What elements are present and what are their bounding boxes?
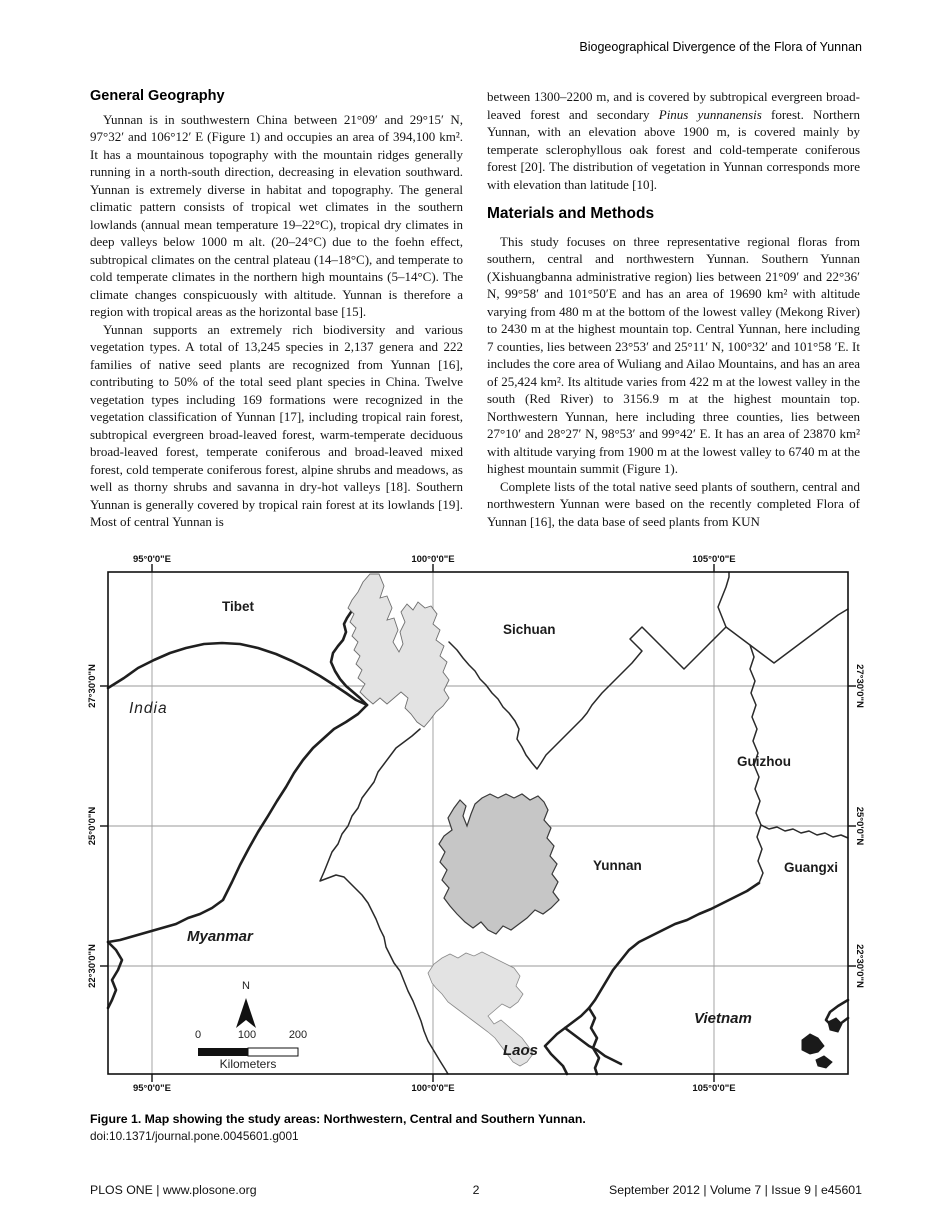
paragraph-methods-2: Complete lists of the total native seed plants of southern, central and northwestern Yunnan were based on the recently completed Flora of Yunnan [16], the data base of seed plants from KUN: [487, 478, 860, 529]
figure-caption: [90, 1112, 862, 1143]
section-heading-general-geography: General Geography: [90, 88, 225, 104]
region-label-guizhou: Guizhou: [737, 754, 791, 769]
paragraph-methods-1: This study focuses on three representative regional floras from southern, central and northwestern Yunnan. Southern Yunnan (Xishuangbanna administrative region) lies between 21°09′ and 22°36′ N, 99°58′ and 101°50′E and has an area of 19690 km² with altitude varying from 480 m at the bottom of the lowest valley (Mekong River) to 2430 m at the highest mountain top. Central Yunnan, here including 7 counties, lies between 23°53′ and 25°11′ N, 100°32′ and 101°58 ′E. It includes the core area of Wuliang and Ailao Mountains, and has an area of 25,424 km². Its altitude varies from 422 m at the lowest valley in the south (Red River) to 3156.9 m at the highest mountain top. Northwestern Yunnan, here including three counties, lies between 27°10′ and 28°27′ N, 98°53′ and 99°42′ E. It has an area of 23870 km² with altitude varying from 1900 m at the lowest valley to 6740 m at the highest mountain summit (Figure 1).: [487, 233, 860, 476]
tick-label-longitude: 95°0'0"E: [132, 554, 172, 565]
footer-journal: PLOS ONE | www.plosone.org: [90, 1183, 257, 1197]
footer-issue-info: September 2012 | Volume 7 | Issue 9 | e45601: [609, 1183, 862, 1197]
scale-bar: [198, 1048, 298, 1056]
tick-label-latitude: 22°30'0"N: [87, 944, 98, 988]
region-label-guangxi: Guangxi: [784, 860, 839, 875]
tick-label-longitude: 105°0'0"E: [692, 1083, 736, 1094]
scale-label-200: 200: [288, 1029, 308, 1041]
paragraph-geography-2: Yunnan supports an extremely rich biodiversity and various vegetation types. A total of 13,245 species in 2,137 genera and 222 families of native seed plants are recognized from Yunnan [16], contributing to 50% of the total seed plant species in China. Twelve vegetation types including 169 formations were recognized in the vegetation classification of Yunnan [17], including tropical rain forest, subtropical evergreen broad-leaved forest, warm-temperate deciduous broad-leaved forest, temperate coniferous and broad-leaved mixed forest, cold temperate coniferous forest, alpine shrubs and meadows, as well as thorny shrubs and savanna in dry-hot valleys [18]. Southern Yunnan is generally covered by tropical rain forest at its lowlands [19]. Most of central Yunnan is: [90, 321, 463, 529]
tick-label-longitude: 100°0'0"E: [411, 554, 455, 565]
tick-label-latitude: 27°30'0"N: [854, 664, 865, 708]
study-area-central-yunnan: [439, 794, 559, 934]
region-label-myanmar: Myanmar: [187, 928, 253, 945]
region-label-india: India: [129, 700, 168, 717]
species-name: Pinus yunnanensis: [658, 106, 762, 122]
paragraph-vegetation: [487, 88, 860, 193]
scale-label-0: 0: [194, 1029, 202, 1041]
column-left: [90, 88, 463, 531]
tick-label-latitude: 25°0'0"N: [854, 806, 865, 846]
scale-unit-label: Kilometers: [219, 1057, 277, 1071]
tick-label-longitude: 105°0'0"E: [692, 554, 736, 565]
region-label-tibet: Tibet: [222, 599, 255, 614]
region-label-laos: Laos: [503, 1042, 539, 1059]
figure-map: [86, 552, 866, 1100]
running-head: Biogeographical Divergence of the Flora of Yunnan: [579, 40, 862, 54]
provincial-borders: [320, 572, 848, 1074]
region-label-sichuan: Sichuan: [503, 622, 556, 637]
paragraph-text: forest. Northern Yunnan, with an elevation above 1900 m, is covered mainly by temperate sclerophyllous oak forest and cold-temperate coniferous forest [20]. The distribution of vegetation in Yunnan corresponds more with elevation than latitude [10].: [487, 106, 860, 192]
footer-page-number: 2: [472, 1183, 480, 1197]
paragraph-geography-1: Yunnan is in southwestern China between 21°09′ and 29°15′ N, 97°32′ and 106°12′ E (Figure 1) and occupies an area of 394,100 km². It has a mountainous topography with the mountain ridges generally running in a north-south direction, decreasing in elevation southward. Yunnan is extremely diverse in habitat and topography. The general climatic pattern consists of tropical wet climates in the southern lowlands (annual mean temperature 19–22°C), tropical dry climates in deep valleys below 1000 m alt. (20–24°C) due to the foehn effect, subtropical climates on the central plateau (14–18°C), and temperate to cold temperate climates in the northern high mountains (5–14°C). The climate changes conspicuously with altitude. Yunnan is therefore a region with tropical areas as the horizontal base [15].: [90, 111, 463, 319]
scale-label-100: 100: [237, 1029, 257, 1041]
tick-label-latitude: 22°30'0"N: [854, 944, 865, 988]
figure-caption-doi: doi:10.1371/journal.pone.0045601.g001: [90, 1129, 299, 1143]
section-heading-materials-methods: Materials and Methods: [487, 205, 655, 222]
tick-label-longitude: 95°0'0"E: [132, 1083, 172, 1094]
tick-label-latitude: 25°0'0"N: [87, 806, 98, 846]
tick-label-latitude: 27°30'0"N: [87, 664, 98, 708]
column-right: [487, 88, 860, 530]
region-label-yunnan: Yunnan: [593, 858, 642, 873]
figure-caption-title: Figure 1. Map showing the study areas: Northwestern, Central and Southern Yunnan.: [90, 1112, 586, 1126]
paragraph-text: between 1300–2200 m, and is covered by subtropical evergreen broad-leaved forest and secondary: [487, 89, 860, 122]
north-arrow-label: N: [242, 980, 250, 992]
coastline-islands: [802, 1018, 842, 1068]
region-label-vietnam: Vietnam: [694, 1010, 752, 1027]
tick-label-longitude: 100°0'0"E: [411, 1083, 455, 1094]
north-arrow-icon: [236, 998, 256, 1028]
